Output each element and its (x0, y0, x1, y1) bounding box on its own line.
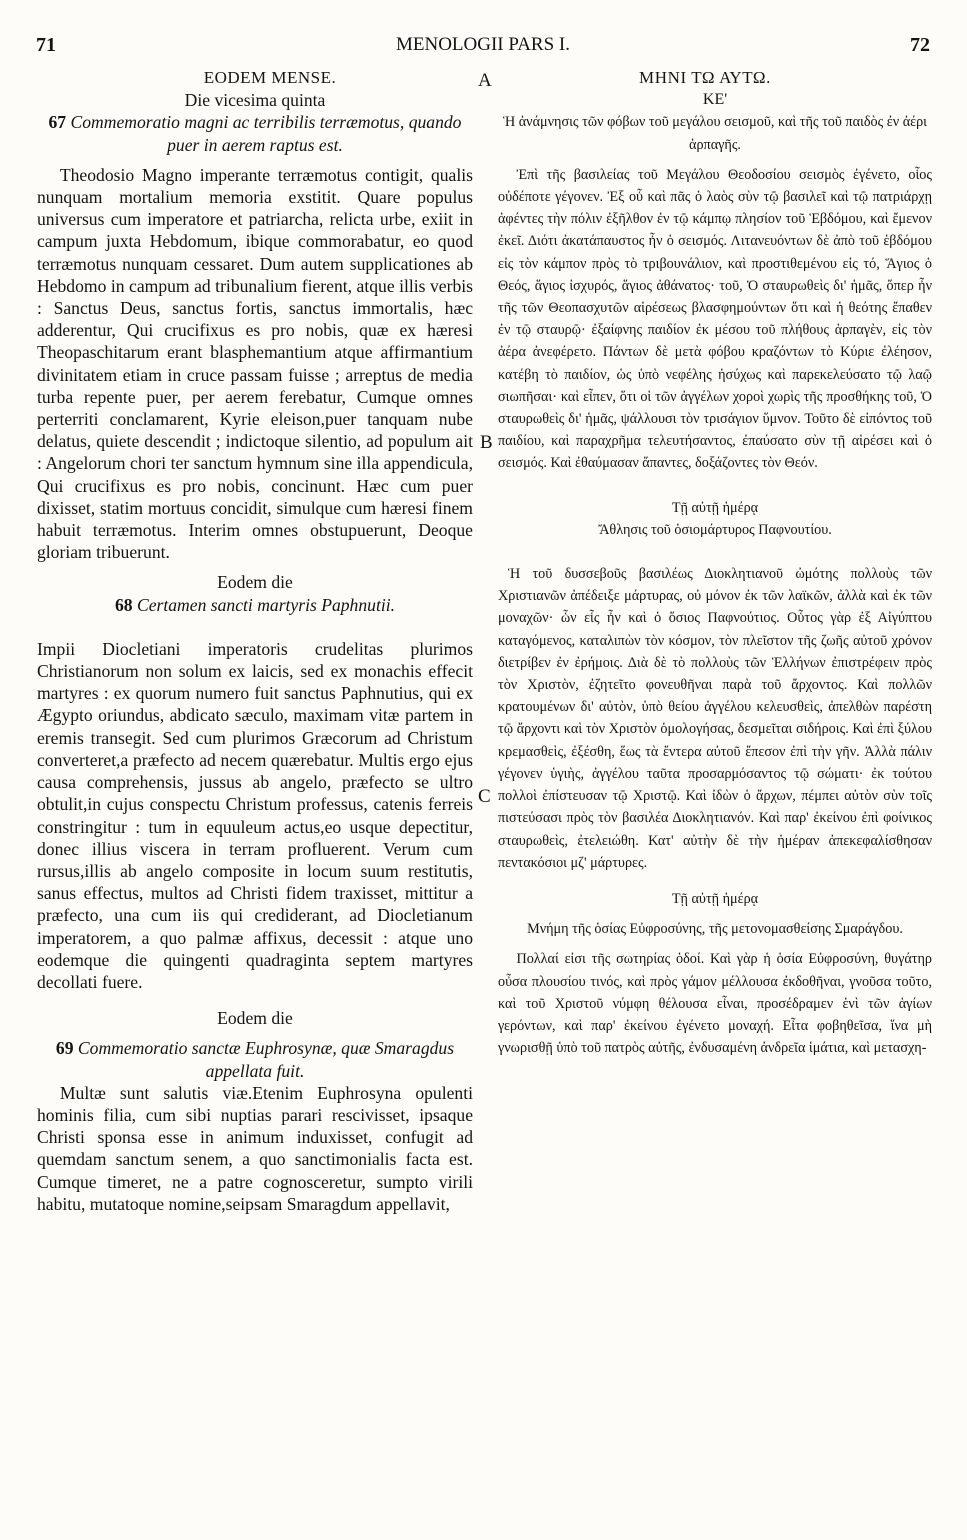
latin-entry-67-title: 67 Commemoratio magni ac terribilis terræmotus, quando puer in aerem raptus est. (48, 112, 462, 155)
greek-column (498, 67, 932, 1059)
section-marker-c: C (478, 786, 491, 807)
latin-entry-69-text: Multæ sunt salutis viæ.Etenim Euphrosyna opulenti hominis filia, cum sibi nuptias parari rescivisset, ipsaque Christi sponsa esse in animum induxisset, confugit ad quemdam sanctum senem, a quo sanctimonialis facta est. Cumque timeret, ne a patre cognosceretur, sumpto virili habitu, mutatoque nomine,seipsam Smaragdum appellavit, (37, 1082, 473, 1214)
latin-day-heading: Die vicesima quinta (184, 90, 326, 111)
greek-entry-68-text: Ἡ τοῦ δυσσεβοῦς βασιλέως Διοκλητιανοῦ ὠμότης πολλοὺς τῶν Χριστιανῶν ἀπέδειξε μάρτυρας, οὐ μόνον ἐκ τῶν λαϊκῶν, ἀλλὰ καὶ ἐκ τῶν μοναχῶν· ὧν εἷς ἦν καὶ ὁ ὅσιος Παφνούτιος. Οὗτος γὰρ ἐξ Αἰγύπτου καταγόμενος, καταλιπὼν τὸν κόσμον, τὸν πλεῖστον τῆς ζωῆς αὐτοῦ χρόνον διετρίβεν ἐν ἐρήμοις. Διὰ δὲ τὸ πολλοὺς τῶν Ἑλλήνων ἐπιστρέφειν πρὸς τὸν Χριστὸν, ἐζητεῖτο φονευθῆναι παρὰ τοῦ ἄρχοντος. Καὶ πολλῶν κρατουμένων δι' αὐτὸν, ὑπὸ θείου ἀγγέλου κελευσθεὶς, ἀπελθὼν παρέστη τῷ ἄρχοντι καὶ τὸν Χριστὸν ὁμολογήσας, δεσμεῖται σιδήροις. Καὶ ἐπὶ ξύλου κρεμασθεὶς, ἐξέσθη, ἕως τὰ ἔντερα αὐτοῦ ἔπεσον ἐπὶ τὴν γῆν. Ἀλλὰ πάλιν γέγονεν ὑγιὴς, ἀγγέλου ταῦτα προσαρμόσαντος τῷ σώματι· ἐκ τούτου πολλοὶ ἐπίστευσαν τῷ Χριστῷ. Καὶ ἰδὼν ὁ ἄρχων, πέμπει αὐτὸν σὺν τοῖς πιστεύσασι πρὸς τὸν βασιλέα Διοκλητιανόν. Καὶ παρ' ἐκείνου ἐπὶ φοίνικος σταυρωθεὶς, ἐτελειώθη. Κατ' αὐτὴν δὲ τὴν ἡμέραν ἀπεκεφαλίσθησαν πεντακόσιοι μζ' μάρτυρες. (498, 566, 932, 871)
latin-entry-67-text: Theodosio Magno imperante terræmotus contigit, qualis nunquam mortalium memoria exstitit. Quare populus universus cum imperatore et patriarcha, relicta urbe, exiit in campum juxta Hebdomum, ibique commorabatur, eo quod terræmotus nunquam cessaret. Dum autem supplicationes ab Hebdomo in campum ad tribunalium fierent, atque illis verbis : Sanctus Deus, sanctus fortis, sanctus immortalis, hæc adderentur, Qui crucifixus es pro nobis, quæ ex hæresi Theopaschitarum erant blasphemantium atque affirmantium divinitatem etiam in cruce passam fuisse ; arreptus de media turba repente puer, per aerem ferebatur, Cumque omnes perterriti conclamarent, Kyrie eleison,puer tanquam nube delatus, quiete descendit ; indictoque silentio, ad populum ait : Angelorum chori ter sanctum hymnum sine illa appendicula, Qui crucifixus es pro nobis, concinunt. Hæc cum puer dixisset, statim mortuus concidit, simulque cum hæresi finem habuit terræmotus. Interim omnes obstupuerunt, Deoque gloriam tribuerunt. (37, 164, 473, 563)
greek-entry-68-title: Ἄθλησις τοῦ ὁσιομάρτυρος Παφνουτίου. (598, 521, 832, 538)
entry-number-69: 69 (55, 1038, 74, 1059)
greek-month-heading: ΜΗΝΙ ΤΩ ΑΥΤΩ. (638, 68, 772, 87)
latin-day-69: Eodem die (217, 1008, 293, 1029)
page-number-right: 72 (910, 34, 930, 56)
greek-entry-67-title: Ἡ ἀνάμνησις τῶν φόβων τοῦ μεγάλου σεισμοῦ, καὶ τῆς τοῦ παιδὸς ἐν ἀέρι ἁρπαγῆς. (503, 114, 927, 153)
page-number-left: 71 (36, 34, 56, 56)
latin-column (37, 67, 473, 1215)
greek-entry-67-text: Ἐπὶ τῆς βασιλείας τοῦ Μεγάλου Θεοδοσίου σεισμὸς ἐγένετο, οἷος οὐδέποτε γέγονεν. Ἐξ οὗ καὶ πᾶς ὁ λαὸς σὺν τῷ βασιλεῖ καὶ τῷ πατριάρχῃ ἀφέντες τὴν πόλιν ἐξῆλθον ἐν τῷ κάμπῳ πλησίον τοῦ Ἑβδόμου, καὶ ἔμενον ἐκεῖ. Διότι ἀκατάπαυστος ἦν ὁ σεισμός. Λιτανευόντων δὲ ἀπὸ τοῦ ἑβδόμου εἰς τὸν κάμπον πρὸς τὸ τριβουνάλιον, καὶ προστιθεμένου εἰς τό, Ἅγιος ὁ Θεός, ἅγιος ἰσχυρός, ἅγιος ἀθάνατος· τοῦ, Ὁ σταυρωθεὶς δι' ἡμᾶς, ὅπερ ἦν τῆς τῶν Θεοπασχυτῶν αἱρέσεως βλασφημούντων ὅτι καὶ ἡ θεότης ἔπαθεν ἐν τῷ σταυρῷ· ἐξαίφνης παιδίον ἐκ μέσου τοῦ πλήθους ἁρπαγὲν, εἰς τὸν ἀέρα ἀνεφέρετο. Πάντων δὲ μετὰ φόβου κραζόντων τὸ Κύριε ἐλέησον, κατέβη τὸ παιδίον, ὡς ὑπὸ νεφέλης ἡσύχως καὶ παρεκελεύσατο τῷ λαῷ σιωπῆσαι· καὶ εἶπεν, ὅτι οἱ τῶν ἀγγέλων χοροὶ χωρὶς τῆς προσθήκης τοῦ, Ὁ σταυρωθεὶς δι' ἡμᾶς, ψάλλουσι τὸν τρισάγιον ὕμνον. Τοῦτο δὲ εἰπόντος τοῦ παιδίου, καὶ παραχρῆμα τελευτήσαντος, ἐπαύσατο σὺν τῇ αἱρέσει καὶ ὁ σεισμός. Καὶ ἐθαύμασαν ἅπαντες, δοξάζοντες τὸν Θεόν. (498, 166, 932, 472)
latin-entry-68-text: Impii Diocletiani imperatoris crudelitas plurimos Christianorum non solum ex laicis, sed ex monachis effecit martyres : ex quorum numero fuit sanctus Paphnutius, qui ex Ægypto oriundus, abdicato sæculo, maximam vitæ partem in eremis transegit. Sed cum plurimos Græcorum ad Christum converteret,a præfecto ad necem quærebatur. Multis ergo ejus causa comprehensis, jussus ab angelo, præfecto se ultro obtulit,in cujus conspectu Christum professus, catenis ferreis constringitur : tum in equuleum actus,eo usque depectitur, donec illius viscera in terram profluerent. Verum cum rursus,illis ab angelo composite in locum suum restitutis, sanus effectus, multos ad Christi fidem traxisset, mittitur a præfecto, una cum iis qui crediderant, ad Diocletianum imperatorem, a quo palmæ affixus, decessit : atque uno eodemque die quingenti quadraginta septem martyres decollati fuere. (37, 638, 473, 992)
latin-month-heading: EODEM MENSE. (203, 68, 337, 87)
latin-entry-68-title: 68 Certamen sancti martyris Paphnutii. (114, 594, 396, 615)
entry-number-67: 67 (48, 112, 67, 133)
running-header (36, 34, 930, 62)
running-title: MENOLOGII PARS I. (395, 34, 570, 55)
greek-day-heading: ΚΕ' (702, 91, 728, 109)
greek-day-68: Τῇ αὐτῇ ἡμέρᾳ (671, 499, 759, 516)
greek-day-69: Τῇ αὐτῇ ἡμέρᾳ (671, 890, 759, 907)
section-marker-b: B (480, 432, 493, 453)
entry-number-68: 68 (114, 594, 133, 615)
latin-entry-69-title: 69 Commemoratio sanctæ Euphrosynæ, quæ Smaragdus appellata fuit. (55, 1038, 455, 1081)
section-marker-a: A (478, 70, 492, 91)
latin-day-68: Eodem die (217, 572, 293, 593)
greek-entry-69-text: Πολλαί εἰσι τῆς σωτηρίας ὁδοί. Καὶ γὰρ ἡ ὁσία Εὐφροσύνη, θυγάτηρ οὖσα πλουσίου τινός, καὶ πρὸς γάμον μέλλουσα ἐκδοθῆναι, γνοῦσα τοῦτο, καὶ τοῦ Χριστοῦ νύμφη θέλουσα εἶναι, προσέδραμεν ἑνὶ τῶν ἁγίων γερόντων, καὶ παρ' ἐκείνου ἐγένετο μοναχή. Εἶτα φοβηθεῖσα, ἵνα μὴ γνωρισθῇ ὑπὸ τοῦ πατρὸς αὐτῆς, ἐνδυσαμένη ἀνδρεῖα ἱμάτια, καὶ μετασχη- (498, 951, 932, 1057)
greek-entry-69-title: Μνήμη τῆς ὁσίας Εὐφροσύνης, τῆς μετονομασθείσης Σμαράγδου. (527, 921, 903, 938)
